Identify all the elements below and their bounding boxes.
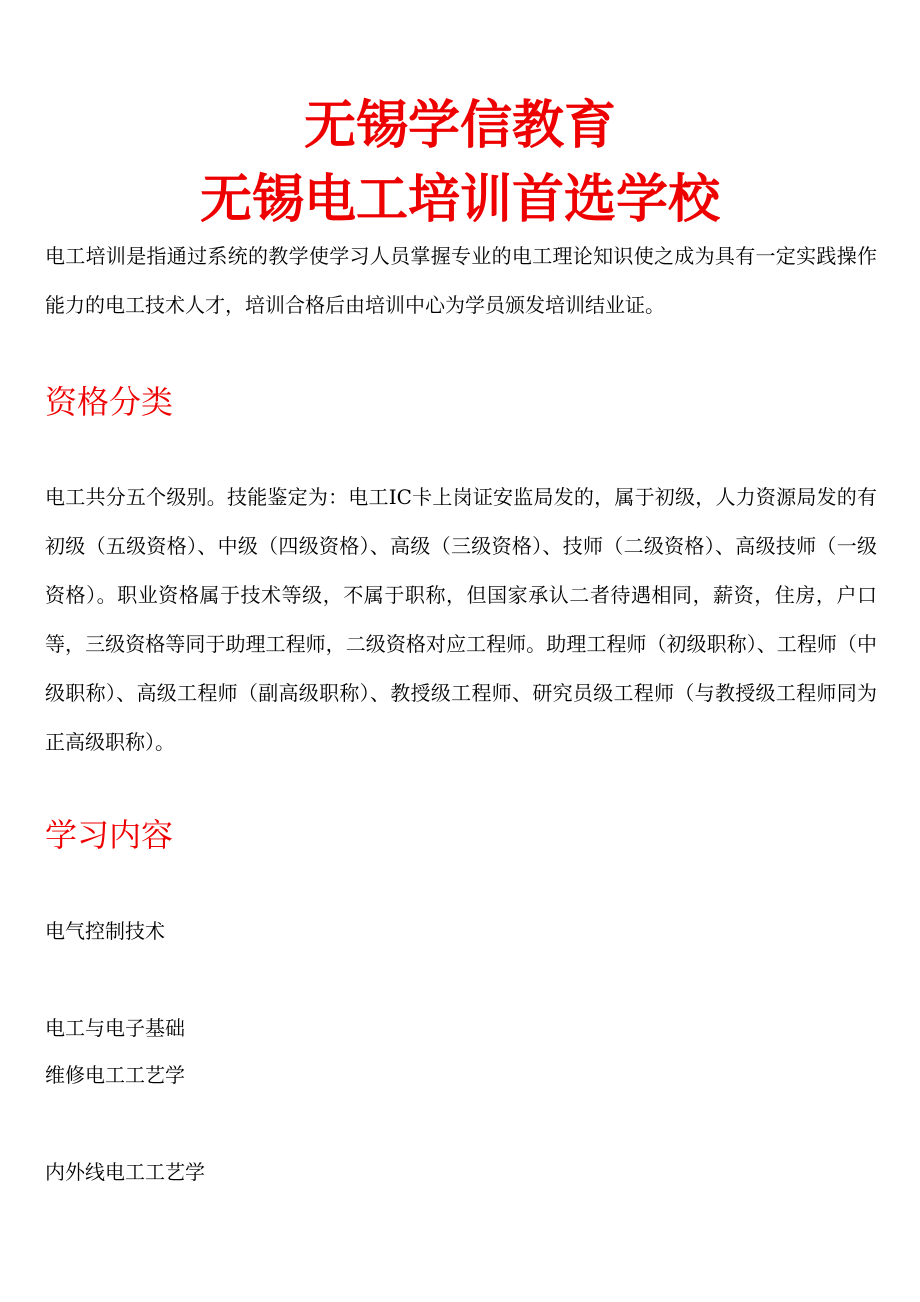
study-item: 电工与电子基础 bbox=[45, 1016, 185, 1040]
section-heading-study-content: 学习内容 bbox=[45, 816, 174, 854]
study-item: 电气控制技术 bbox=[45, 919, 165, 943]
intro-paragraph: 电工培训是指通过系统的教学使学习人员掌握专业的电工理论知识使之成为具有一定实践操作能力的电工技术人才，培训合格后由培训中心为学员颁发培训结业证。 bbox=[45, 244, 877, 317]
qualification-paragraph: 电工共分五个级别。技能鉴定为：电工IC卡上岗证安监局发的，属于初级，人力资源局发的有初级（五级资格）、中级（四级资格）、高级（三级资格）、技师（二级资格）、高级技师（一级资格）。职业资格属于技术等级，不属于职称，但国家承认二者待遇相同，薪资，住房，户口等，三级资格等同于助理工程师，二级资格对应工程师。助理工程师（初级职称）、工程师（中级职称）、高级工程师（副高级职称）、教授级工程师、研究员级工程师（与教授级工程师同为正高级职称）。 bbox=[45, 485, 877, 754]
document-title-line-2: 无锡电工培训首选学校 bbox=[199, 169, 720, 230]
study-item: 内外线电工工艺学 bbox=[45, 1160, 205, 1184]
study-item: 维修电工工艺学 bbox=[45, 1063, 185, 1087]
section-heading-qualification: 资格分类 bbox=[45, 383, 174, 421]
document-title-line-1: 无锡学信教育 bbox=[303, 95, 616, 156]
